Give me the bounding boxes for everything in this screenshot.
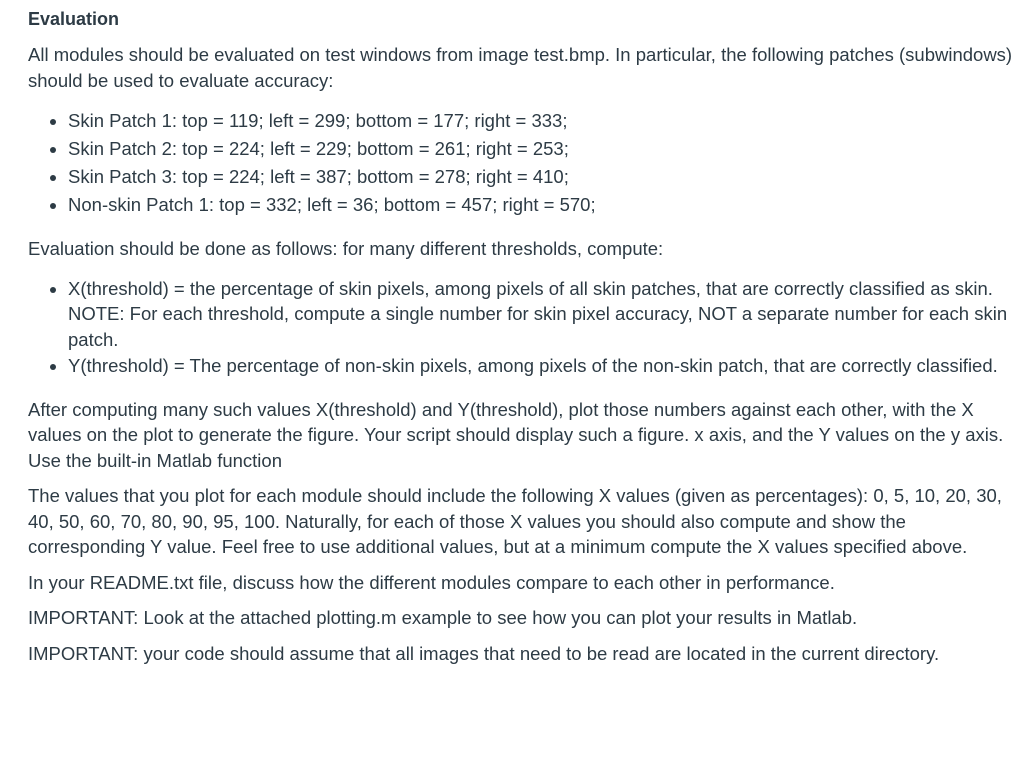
plot-instructions-paragraph: After computing many such values X(threshold) and Y(threshold), plot those numbers against each other, with the X values on the plot to generate the figure. Your script should display such a figure. x axis, and the Y values on the y axis. Use the built-in Matlab function [28,398,1004,471]
important-plotting-note: IMPORTANT: Look at the attached plotting.m example to see how you can plot your results in Matlab. [28,607,858,628]
list-item: • Skin Patch 1: top = 119; left = 299; bottom = 177; right = 333; [68,107,1013,135]
assignment-section [28,7,1013,666]
list-item: • Skin Patch 3: top = 224; left = 387; bottom = 278; right = 410; [68,163,1013,191]
section-heading: Evaluation [28,9,120,29]
list-item: • X(threshold) = the percentage of skin pixels, among pixels of all skin patches, that are correctly classified as skin. NOTE: For each threshold, compute a single number for skin pixel accuracy, NOT a separate number for each skin patch. [68,276,1013,353]
x-values-paragraph: The values that you plot for each module should include the following X values (given as percentages): 0, 5, 10, 20, 30, 40, 50, 60, 70, 80, 90, 95, 100. Naturally, for each of those X values you should also compute and show the corresponding Y value. Feel free to use additional values, but at a minimum compute the X values specified above. [28,485,1002,557]
important-directory-note: IMPORTANT: your code should assume that all images that need to be read are located in the current directory. [28,642,940,664]
readme-paragraph: In your README.txt file, discuss how the different modules compare to each other in performance. [28,571,835,593]
patch-list [28,107,1013,219]
list-item: • Y(threshold) = The percentage of non-skin pixels, among pixels of the non-skin patch, that are correctly classified. [68,353,1013,379]
list-item: • Skin Patch 2: top = 224; left = 229; bottom = 261; right = 253; [68,135,1013,163]
measure-list [28,276,1013,379]
list-item: • Non-skin Patch 1: top = 332; left = 36; bottom = 457; right = 570; [68,191,1013,219]
evaluation-intro-paragraph: Evaluation should be done as follows: for many different thresholds, compute: [28,238,664,259]
intro-paragraph: All modules should be evaluated on test windows from image test.bmp. In particular, the following patches (subwindows) should be used to evaluate accuracy: [28,44,1013,91]
